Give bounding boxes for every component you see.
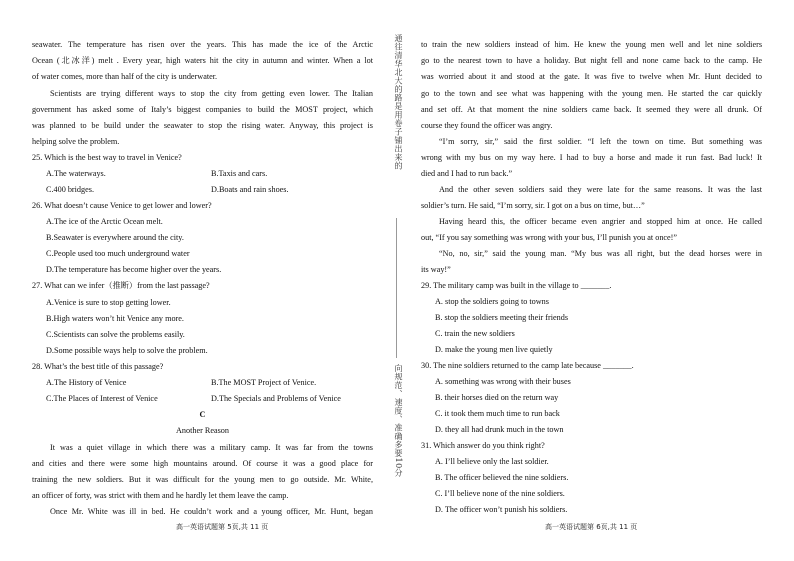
passage-line: government has asked some of Italy’s biggest companies to build the MOST project, which — [32, 105, 373, 114]
question-29-option-c: C. train the new soldiers — [435, 329, 515, 338]
question-27-option-b: B.High waters won’t hit Venice any more. — [46, 314, 184, 323]
section-letter: C — [199, 410, 206, 419]
passage-line: Once Mr. White was ill in bed. He couldn’t work and a young officer, Mr. Hunt, began — [50, 507, 373, 516]
binding-margin — [386, 32, 408, 524]
question-31-option-c: C. I’ll believe none of the nine soldiers. — [435, 489, 565, 498]
question-28-option-a: A.The History of Venice — [46, 378, 127, 387]
question-31-option-b: B. The officer believed the nine soldiers. — [435, 473, 569, 482]
question-31-option-a: A. I’ll believe only the last soldier. — [435, 457, 549, 466]
question-26-option-c: C.People used too much underground water — [46, 249, 190, 258]
passage-line: course they found the officer was angry. — [421, 121, 553, 130]
passage-title: Another Reason — [176, 426, 229, 435]
question-28-option-b: B.The MOST Project of Venice. — [211, 378, 317, 387]
margin-motto-bottom: 向规范、速度、准确多要10分 — [394, 364, 403, 478]
page-footer-left: 高一英语试题第 5页,共 11 页 — [176, 523, 269, 531]
question-30-option-d: D. they all had drunk much in the town — [435, 425, 564, 434]
question-29-stem: 29. The military camp was built in the village to _______. — [421, 281, 612, 290]
question-29-option-b: B. stop the soldiers meeting their friends — [435, 313, 569, 322]
passage-line: wrong with my bus on my way here. I had to buy a horse and made it run fast. Bad luck! It — [421, 153, 762, 162]
question-29-option-d: D. make the young men live quietly — [435, 345, 553, 354]
question-28-stem: 28. What’s the best title of this passage? — [32, 362, 164, 371]
passage-line: helping solve the problem. — [32, 137, 120, 146]
question-28-option-c: C.The Places of Interest of Venice — [46, 394, 158, 403]
passage-line: and set off. At that moment the nine soldiers came back. It seemed they were all drunk. Of — [421, 105, 762, 114]
question-26-option-a: A.The ice of the Arctic Ocean melt. — [46, 217, 163, 226]
question-30-option-c: C. it took them much time to run back — [435, 409, 560, 418]
passage-line: Scientists are trying different ways to stop the city from getting even lower. The Italian — [50, 89, 373, 98]
question-27-option-a: A.Venice is sure to stop getting lower. — [46, 298, 171, 307]
passage-line: out, “If you say something was wrong with your bus, I’ll punish you at once!” — [421, 233, 678, 242]
question-25-option-d: D.Boats and rain shoes. — [211, 185, 289, 194]
passage-line: an officer of forty, was strict with them and he hardly let them leave the camp. — [32, 491, 289, 500]
question-25-option-c: C.400 bridges. — [46, 185, 94, 194]
page-footer-right: 高一英语试题第 6页,共 11 页 — [545, 523, 638, 531]
passage-line: its way!” — [421, 265, 451, 274]
passage-line: go to the town and see what was happening with the young men. He started the car quickly — [421, 89, 762, 98]
question-26-option-b: B.Seawater is everywhere around the city. — [46, 233, 184, 242]
question-27-option-c: C.Scientists can solve the problems easily. — [46, 330, 185, 339]
passage-line: It was a quiet village in which there was a military camp. It was far from the towns — [50, 443, 373, 452]
passage-line: training the new soldiers. But it was difficult for the young men to go outside. Mr. White, — [32, 475, 373, 484]
question-26-option-d: D.The temperature has become higher over the years. — [46, 265, 222, 274]
margin-divider-line — [396, 218, 397, 358]
question-30-option-a: A. something was wrong with their buses — [435, 377, 571, 386]
passage-line: Ocean (北冰洋) melt . Every year, high waters hit the city in autumn and winter. When a lot — [32, 56, 373, 65]
question-25-stem: 25. Which is the best way to travel in Venice? — [32, 153, 182, 162]
passage-line: “No, no, sir,” said the young man. “My bus was all right, but the dead horses were in — [439, 249, 762, 258]
passage-line: and cities and there were some high mountains around. Of course it was a good place for — [32, 459, 373, 468]
passage-line: of water comes, more than half of the city is underwater. — [32, 72, 218, 81]
passage-line: “I’m sorry, sir,” said the first soldier. “I left the town on time. But something was — [439, 137, 762, 146]
question-30-option-b: B. their horses died on the return way — [435, 393, 559, 402]
question-31-stem: 31. Which answer do you think right? — [421, 441, 545, 450]
question-27-stem: 27. What can we infer（推断）from the last passage? — [32, 281, 210, 290]
passage-line: And the other seven soldiers said they were late for the same reasons. It was the last — [439, 185, 762, 194]
question-29-option-a: A. stop the soldiers going to towns — [435, 297, 549, 306]
passage-line: was worried about it and stood at the gate. It was five to twelve when Mr. Hunt decided to — [421, 72, 762, 81]
passage-line: soldier’s turn. He said, “I’m sorry, sir. I got on a bus on time, but…” — [421, 201, 645, 210]
question-27-option-d: D.Some possible ways help to solve the problem. — [46, 346, 208, 355]
passage-line: seawater. The temperature has risen over the years. This has made the ice of the Arctic — [32, 40, 373, 49]
passage-line: died and I had to run back.” — [421, 169, 513, 178]
passage-line: to train the new soldiers instead of him. He knew the young men well and let nine soldiers — [421, 40, 762, 49]
margin-motto-top: 通往清华北大的路是用卷子铺出来的 — [394, 34, 403, 170]
passage-line: go to the nearest town to have a holiday. But night fell and none came back to the camp. He — [421, 56, 762, 65]
passage-line: Having heard this, the officer became even angrier and stopped him at once. He called — [439, 217, 762, 226]
question-26-stem: 26. What doesn’t cause Venice to get lower and lower? — [32, 201, 212, 210]
passage-line: was planned to be build under the seawater to stop the rising water. Anyway, this project is — [32, 121, 373, 130]
question-25-option-a: A.The waterways. — [46, 169, 106, 178]
question-28-option-d: D.The Specials and Problems of Venice — [211, 394, 341, 403]
question-30-stem: 30. The nine soldiers returned to the camp late because _______. — [421, 361, 634, 370]
question-25-option-b: B.Taxis and cars. — [211, 169, 268, 178]
question-31-option-d: D. The officer won’t punish his soldiers. — [435, 505, 568, 514]
